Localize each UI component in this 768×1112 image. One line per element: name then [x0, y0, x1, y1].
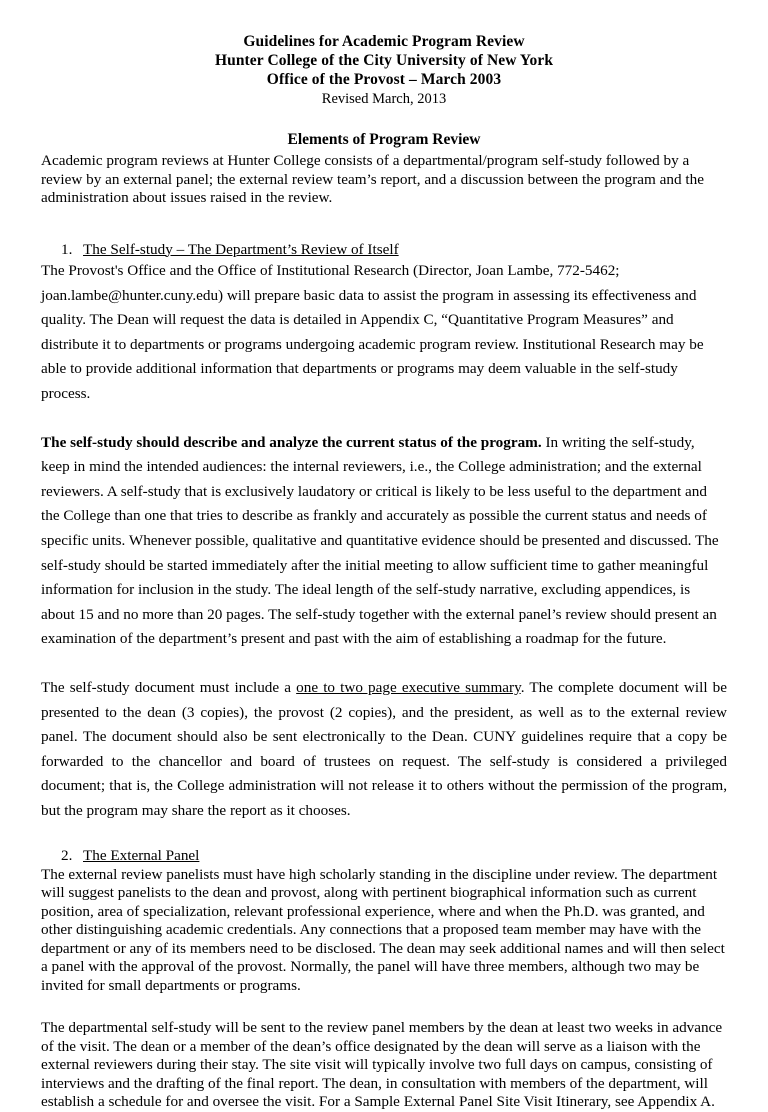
section-1-number: 1. — [61, 240, 73, 258]
document-title-line-3: Office of the Provost – March 2003 — [266, 71, 502, 88]
section-2-number: 2. — [61, 847, 73, 865]
section-1-heading — [41, 241, 727, 260]
section-1-paragraph-3 — [41, 676, 727, 824]
spacer — [41, 407, 727, 431]
section-2-paragraph-2: The departmental self-study will be sent to the review panel members by the dean at least two weeks in advance of the visit. The dean or a member of the dean’s office designated by the dean will serve as a liaison with the external reviewers during their stay. The site visit will typically involve two full days on campus, consisting of interviews and the drafting of the final report. The dean, in consultation with members of the department, will establish a schedule for and oversee the visit. For a Sample External Panel Site Visit Itinerary, see Appendix A. — [41, 1019, 723, 1111]
document-revised-date: Revised March, 2013 — [321, 91, 447, 107]
document-title-line-2: Hunter College of the City University of New York — [214, 52, 554, 69]
executive-summary-underlined: one to two page executive summary — [296, 678, 521, 696]
section-1-paragraph-1: The Provost's Office and the Office of Institutional Research (Director, Joan Lambe, 772-5462; joan.lambe@hunter.cuny.edu) will prepare basic data to assist the program in assessing its effectiveness and quality. The Dean will request the data is detailed in Appendix C, “Quantitative Program Measures” and distribute it to departments or programs undergoing academic program review. Institutional Research may be able to provide additional information that departments or programs may deem valuable in the self-study process. — [41, 262, 704, 402]
section-1-paragraph-2-body: In writing the self-study, keep in mind the intended audiences: the internal reviewers, i.e., the College administration; and the external reviewers. A self-study that is exclusively laudatory or critical is likely to be less useful to the department and the College than one that tries to describe as frankly and accurately as possible the current status and needs of specific units. Whenever possible, qualitative and quantitative evidence should be presented and discussed. The self-study should be started immediately after the initial meeting to allow sufficient time to gather meaningful information for inclusion in the study. The ideal length of the self-study narrative, excluding appendices, is about 15 and no more than 20 pages. The self-study together with the external panel’s review should present an examination of the department’s present and past with the aim of establishing a roadmap for the future. — [41, 433, 719, 648]
section-1-heading-text: The Self-study – The Department’s Review of Itself — [83, 240, 399, 258]
document-title-line-1: Guidelines for Academic Program Review — [243, 33, 525, 50]
document-header — [41, 32, 727, 109]
spacer — [41, 995, 727, 1019]
section-2-paragraph-1: The external review panelists must have high scholarly standing in the discipline under review. The department will suggest panelists to the dean and provost, along with pertinent biographical information such as current position, area of specialization, relevant professional experience, where and when the Ph.D. was granted, and other distinguishing academic credentials. Any connections that a proposed team member may have with the department or any of its members need to be disclosed. The dean may seek additional names and will then select a panel with the approval of the provost. Normally, the panel will have three members, although two may be invited for small departments or programs. — [41, 865, 725, 994]
section-1-paragraph-3-post: . The complete document will be presented to the dean (3 copies), the provost (2 copies), and the president, as well as to the external review panel. The document should also be sent electronically to the Dean. CUNY guidelines require that a copy be forwarded to the chancellor and board of trustees on request. The self-study is considered a privileged document; that is, the College administration will not release it to others without the permission of the program, but the program may share the report as it chooses. — [41, 678, 728, 819]
section-1-paragraph-2-bold-lead: The self-study should describe and analyze the current status of the program. — [41, 433, 542, 451]
page-section-heading: Elements of Program Review — [287, 131, 481, 148]
spacer — [41, 823, 727, 847]
section-1-paragraph-3-pre: The self-study document must include a — [41, 678, 297, 696]
section-2-heading-text: The External Panel — [83, 847, 200, 865]
intro-paragraph: Academic program reviews at Hunter College consists of a departmental/program self-study followed by a review by an external panel; the external review team’s report, and a discussion between the program and the administration about issues raised in the review. — [41, 152, 704, 206]
spacer — [41, 208, 727, 241]
section-2-heading — [41, 847, 727, 866]
section-1-paragraph-2 — [41, 431, 727, 652]
spacer — [41, 652, 727, 676]
